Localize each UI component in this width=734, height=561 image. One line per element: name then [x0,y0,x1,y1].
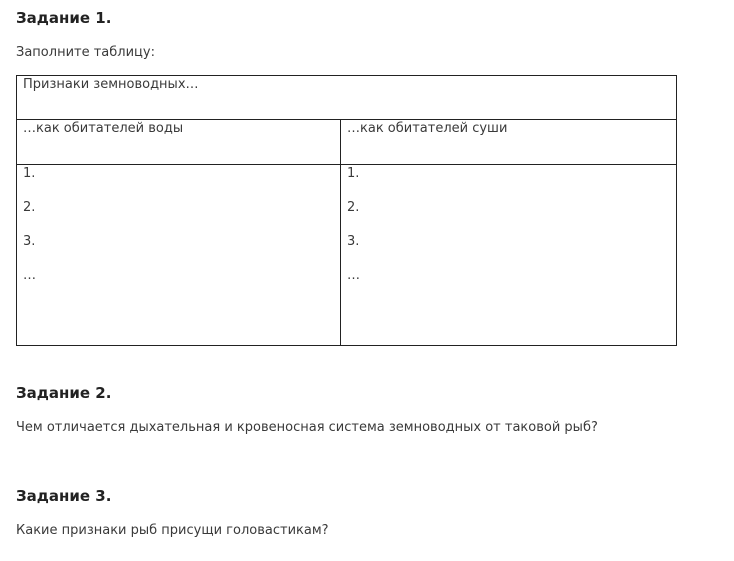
task-3-title: Задание 3. [16,487,112,505]
column-water-header: …как обитателей воды [17,120,341,165]
task-2-question: Чем отличается дыхательная и кровеносная система земноводных от таковой рыб? [16,420,598,435]
column-land-header: …как обитателей суши [341,120,677,165]
list-item: … [347,268,360,283]
list-item: 2. [347,200,360,215]
table-body-row [17,165,677,346]
list-item: 1. [347,166,360,181]
list-item: 3. [347,234,360,249]
list-item: 1. [23,166,36,181]
table-columns-row [17,120,677,165]
task-1-instruction: Заполните таблицу: [16,45,155,60]
list-item: 3. [23,234,36,249]
table-header-cell: Признаки земноводных… [17,76,677,120]
table-header-row [17,76,677,120]
land-features-cell[interactable] [341,165,677,346]
list-item: 2. [23,200,36,215]
task-2-title: Задание 2. [16,384,112,402]
list-item: … [23,268,36,283]
amphibian-features-table [16,75,677,346]
task-3-question: Какие признаки рыб присущи головастикам? [16,523,329,538]
task-1-title: Задание 1. [16,9,112,27]
water-features-cell[interactable] [17,165,341,346]
